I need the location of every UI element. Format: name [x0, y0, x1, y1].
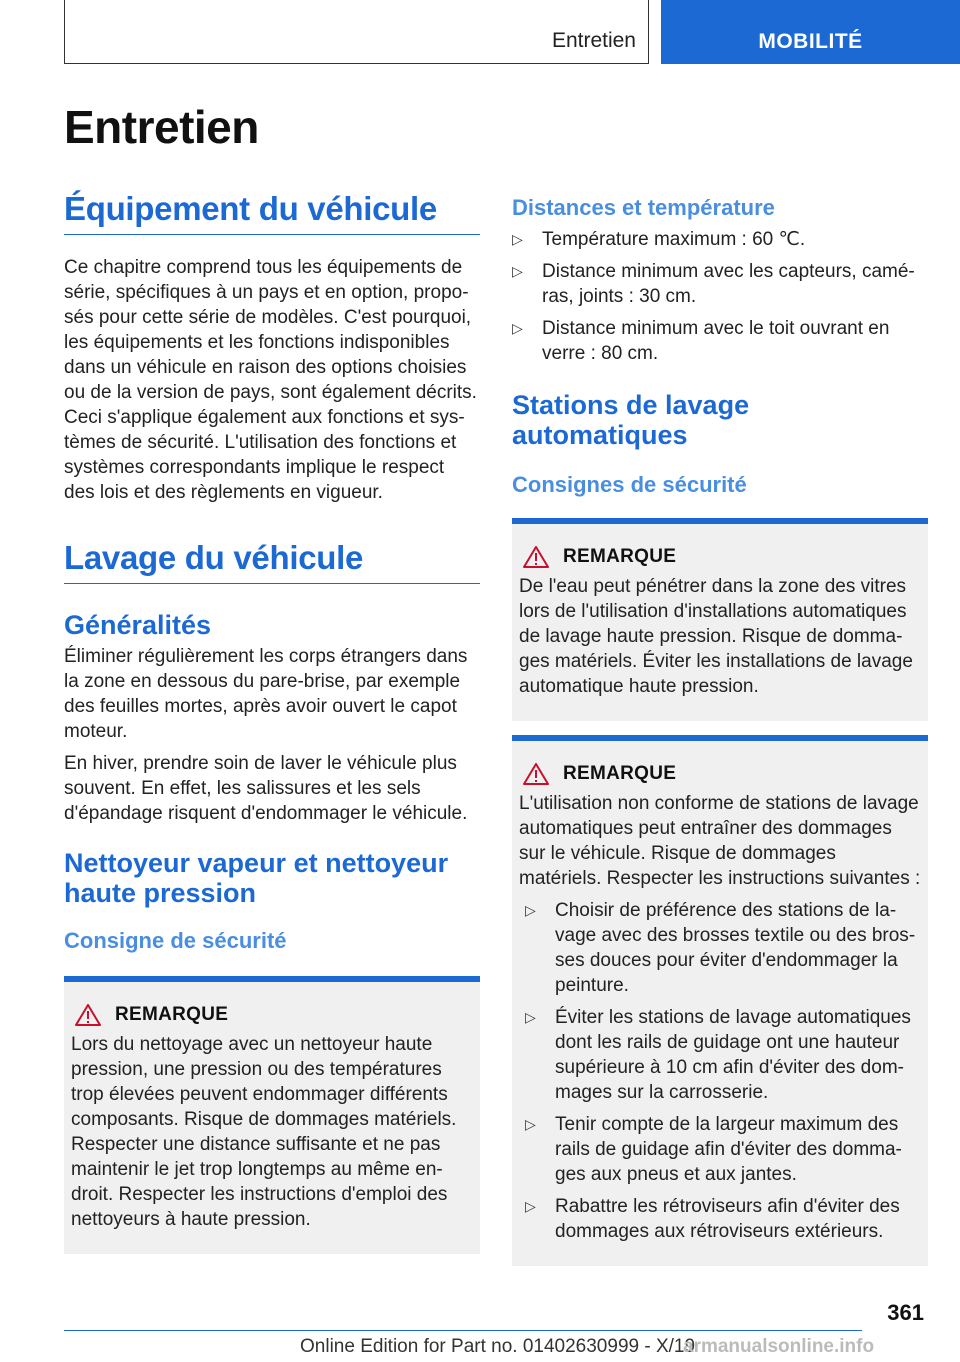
page-title: Entretien [64, 101, 259, 153]
header-chapter-label: MOBILITÉ [758, 30, 863, 53]
notice-text: L'utilisation non conforme de stations de lavage automatiques peut entraîner des dommages sur le véhicule. Risque de dommages matériels. Respecter les instructions suivantes : [519, 793, 921, 889]
bullet-icon: ▷ [525, 1198, 536, 1214]
notice-title: REMARQUE [563, 763, 677, 784]
list-item: ▷ Tenir compte de la largeur maximum des rails de guidage afin d'éviter des dommages aux pneus et aux jantes. [525, 1114, 902, 1185]
notice-text: Lors du nettoyage avec un nettoyeur haute pression, une pression ou des températures trop élevées peuvent endommager différents composants. Risque de dommages matériels. Respecter une distance suffisante et ne pas maintenir le jet trop longtemps au même endroit. Respecter les instructions d'emploi des nettoyeurs à haute pression. [71, 1034, 457, 1230]
notice-box-stations-1 [512, 518, 928, 721]
footer-divider [64, 1330, 862, 1331]
subsection-title-general: Généralités [64, 610, 212, 640]
warning-triangle-icon [75, 1004, 101, 1026]
bullet-icon: ▷ [512, 263, 523, 279]
notice-box-steam [64, 976, 480, 1254]
notice-box-stations-2 [512, 735, 928, 1266]
subsection-title-stations: Stations de lavage automatiques [512, 390, 750, 450]
page-number: 361 [887, 1300, 924, 1325]
left-column [64, 190, 480, 1254]
bullet-icon: ▷ [525, 1009, 536, 1025]
safety-title-stations: Consignes de sécurité [512, 472, 747, 497]
general-paragraph-2: En hiver, prendre soin de laver le véhicule plus souvent. En effet, les salissures et les sels d'épandage risquent d'endommager le véhicule. [64, 753, 468, 824]
section-title-washing: Lavage du véhicule [64, 539, 480, 584]
header-section-label: Entretien [551, 29, 636, 52]
bullet-icon: ▷ [525, 902, 536, 918]
subsection-title-steam: Nettoyeur vapeur et nettoyeur haute pression [64, 848, 449, 908]
notice-title: REMARQUE [563, 546, 677, 567]
general-paragraph-1: Éliminer régulièrement les corps étrangers dans la zone en dessous du pare-brise, par exemple des feuilles mortes, après avoir ouvert le capot moteur. [64, 646, 468, 742]
list-item: ▷ Éviter les stations de lavage automatiques dont les rails de guidage ont une hauteur supérieure à 10 cm afin d'éviter des dommages sur la carrosserie. [525, 1007, 911, 1103]
subsection-title-distances: Distances et température [512, 195, 775, 220]
bullet-icon: ▷ [512, 320, 523, 336]
notice-title: REMARQUE [115, 1004, 229, 1025]
notice-text: De l'eau peut pénétrer dans la zone des vitres lors de l'utilisation d'installations automatiques de lavage haute pression. Risque de dommages matériels. Éviter les installations de lavage automatique haute pression. [519, 576, 913, 697]
footer-edition: Online Edition for Part no. 01402630999 - X/19 [300, 1336, 696, 1357]
list-item: ▷ Rabattre les rétroviseurs afin d'éviter des dommages aux rétroviseurs extérieurs. [525, 1196, 900, 1242]
list-item: ▷ Distance minimum avec les capteurs, caméras, joints : 30 cm. [512, 261, 915, 307]
equipment-text: Ce chapitre comprend tous les équipements de série, spécifiques à un pays et en option, proposés pour cette série de modèles. C'est pourquoi, les équipements et les fonctions indisponibles dans un véhicule en raison des options choisies ou de la version de pays, sont également décrits. Ceci s'applique également aux fonctions et systèmes de sécurité. L'utilisation des fonctions et systèmes correspondants implique le respect des lois et des règlements en vigueur. [64, 257, 477, 503]
right-column [512, 190, 928, 1266]
warning-triangle-icon [523, 546, 549, 568]
instructions-list [519, 898, 922, 1244]
list-item: ▷ Température maximum : 60 ℃. [512, 229, 806, 250]
warning-triangle-icon [523, 763, 549, 785]
header-section-box [64, 0, 649, 64]
distances-list [512, 227, 928, 366]
safety-title-steam: Consigne de sécurité [64, 928, 287, 953]
list-item: ▷ Distance minimum avec le toit ouvrant en verre : 80 cm. [512, 318, 890, 364]
bullet-icon: ▷ [512, 231, 523, 247]
footer-watermark: armanualsonline.info [683, 1336, 875, 1357]
bullet-icon: ▷ [525, 1116, 536, 1132]
section-title-equipment: Équipement du véhicule [64, 190, 480, 235]
header-chapter-tab [661, 0, 960, 64]
list-item: ▷ Choisir de préférence des stations de lavage avec des brosses textile ou des brosses douces pour éviter d'endommager la peinture. [525, 900, 916, 996]
